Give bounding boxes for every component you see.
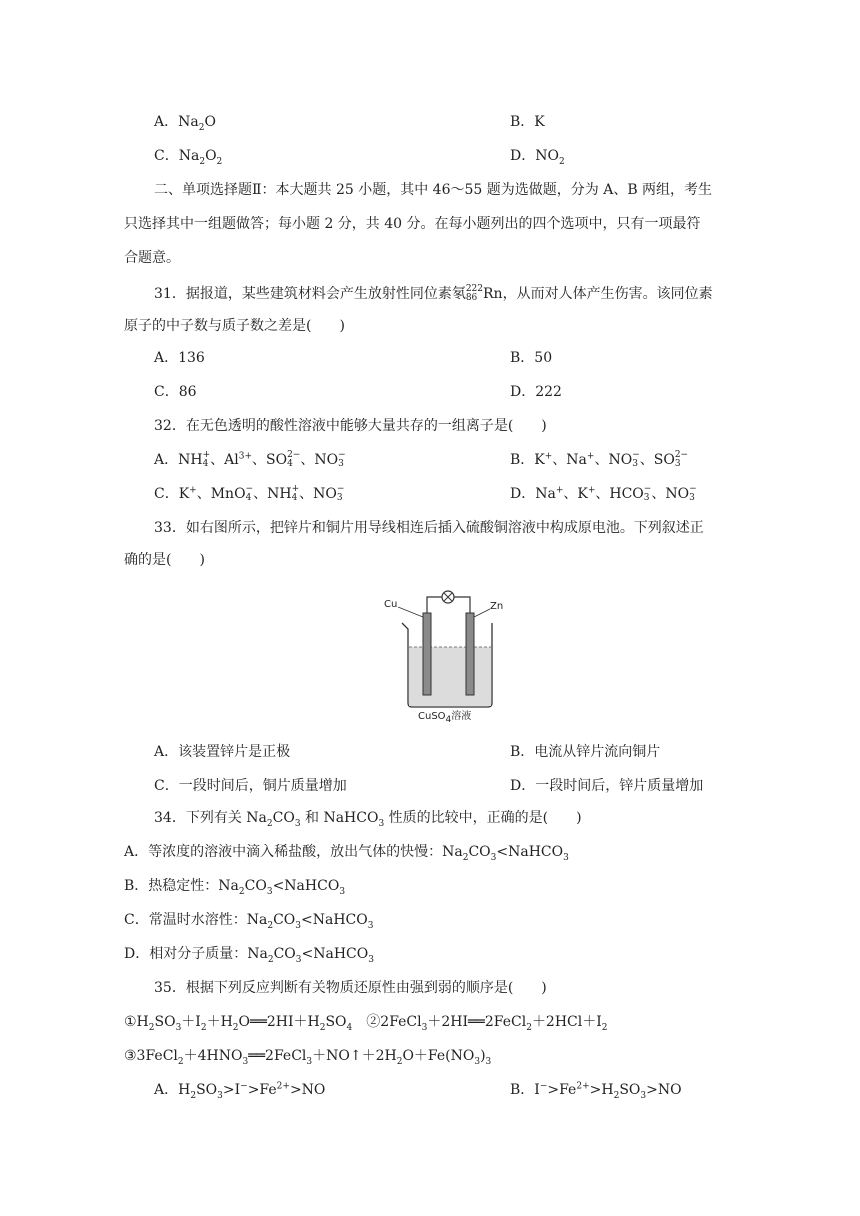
galvanic-cell-figure: [380, 585, 506, 725]
solution-caption: CuSO$_4$溶液: [418, 711, 472, 725]
cu-label: Cu: [384, 599, 398, 610]
q33-option-b: B．电流从锌片流向铜片: [510, 744, 661, 760]
q34-option-d: D．相对分子质量：$Na_2CO_3<NaHCO_3$: [124, 946, 374, 965]
zn-label: Zn: [490, 601, 504, 612]
q33-stem-line2: 确的是( ): [124, 552, 205, 568]
q35-reaction-1-2: $①H_2SO_3+I_2+H_2O══2HI+H_2SO_4$ $②2FeCl_3+2HI══2FeCl_2+2HCl+I_2$: [124, 1014, 608, 1033]
q30-option-d: D．$NO_2$: [510, 148, 565, 167]
q35-stem: 35．根据下列反应判断有关物质还原性由强到弱的顺序是( ): [154, 980, 547, 996]
q35-option-a: A．$H_2SO_3>I^->Fe^{2+}>NO$: [154, 1081, 326, 1101]
q30-option-b: B．K: [510, 114, 545, 130]
q31-stem-line2: 原子的中子数与质子数之差是( ): [124, 318, 345, 334]
q31-stem-line1: 31．据报道，某些建筑材料会产生放射性同位素氡 222 86 Rn，从而对人体产生伤害。该同位素: [154, 284, 713, 303]
q31-option-b: B．50: [510, 350, 553, 366]
section2-line2: 只选择其中一组题做答；每小题 2 分，共 40 分。在每小题列出的四个选项中，只有一项最符: [124, 216, 701, 232]
q34-option-a: A．等浓度的溶液中滴入稀盐酸，放出气体的快慢：$Na_2CO_3<NaHCO_3$: [124, 844, 569, 863]
q32-option-d: D．Na+、K+、HCO − 3 、NO − 3: [510, 484, 697, 503]
q31-option-d: D．222: [510, 384, 562, 400]
q33-stem-line1: 33．如右图所示，把锌片和铜片用导线相连后插入硫酸铜溶液中构成原电池。下列叙述正: [154, 520, 704, 536]
q32-option-a: A．NH + 4 、$Al^{3+}$、SO 2− 4 、NO − 3: [154, 450, 346, 469]
section2-line1: 二、单项选择题Ⅱ：本大题共 25 小题，其中 46～55 题为选做题，分为 A、B 两组，考生: [154, 182, 713, 198]
q31-option-a: A．136: [154, 350, 205, 366]
q34-option-c: C．常温时水溶性：$Na_2CO_3<NaHCO_3$: [124, 912, 374, 931]
q31-option-c: C．86: [154, 384, 197, 400]
q33-option-d: D．一段时间后，锌片质量增加: [510, 778, 704, 794]
q33-option-a: A．该装置锌片是正极: [154, 744, 291, 760]
isotope-notation: 222 86: [465, 284, 484, 303]
q32-stem: 32．在无色透明的酸性溶液中能够大量共存的一组离子是( ): [154, 418, 547, 434]
zinc-electrode: [466, 613, 474, 695]
q33-option-c: C．一段时间后，铜片质量增加: [154, 778, 347, 794]
q35-reaction-3: $③3FeCl_2+4HNO_3══2FeCl_3+NO↑+2H_2O+Fe(NO_3)_3$: [124, 1048, 492, 1067]
copper-electrode: [423, 613, 431, 695]
q34-option-b: B．热稳定性：$Na_2CO_3<NaHCO_3$: [124, 878, 346, 897]
q34-stem: 34．下列有关 $Na_2CO_3$ 和 NaHCO$_3$ 性质的比较中，正确的是( ): [154, 810, 582, 829]
q30-option-a: A．$Na_2O$: [154, 114, 216, 133]
q32-option-b: B．K+、Na+、NO − 3 、SO 2− 3: [510, 450, 689, 469]
q30-option-c: C．$Na_2O_2$: [154, 148, 223, 167]
galvanic-cell-drawing: [380, 585, 506, 725]
q35-option-b: B．$I^->Fe^{2+}>H_2SO_3>NO$: [510, 1081, 682, 1101]
section2-line3: 合题意。: [124, 250, 180, 266]
q32-option-c: C．K+、MnO − 4 、NH + 4 、NO − 3: [154, 484, 345, 503]
